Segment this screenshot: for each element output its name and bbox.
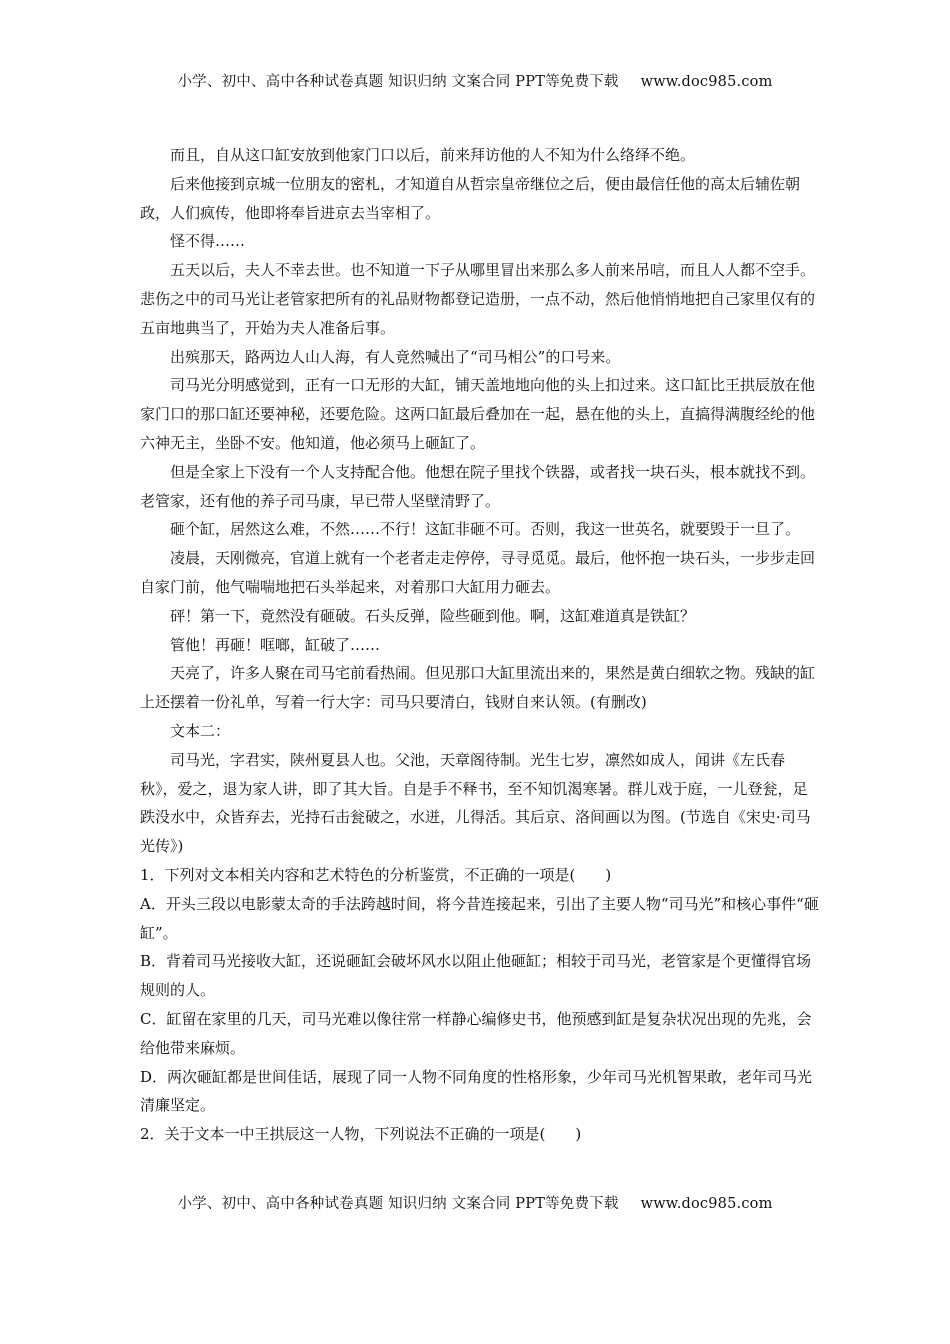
paragraph: 砸个缸，居然这么难，不然……不行！这缸非砸不可。否则，我这一世英名，就要毁于一旦了。 bbox=[170, 520, 801, 539]
section-label: 文本二： bbox=[170, 721, 231, 740]
paragraph: 管他！再砸！哐啷，缸破了…… bbox=[170, 635, 381, 654]
paragraph: 怪不得…… bbox=[170, 232, 246, 251]
header-text: 小学、初中、高中各种试卷真题 知识归纳 文案合同 PPT等免费下载 bbox=[177, 74, 619, 90]
paragraph: 后来他接到京城一位朋友的密札，才知道自从哲宗皇帝继位之后，便由最信任他的高太后辅佐朝政，人们疯传，他即将奉旨进京去当宰相了。 bbox=[140, 174, 801, 222]
paragraph: 但是全家上下没有一个人支持配合他。他想在院子里找个铁器，或者找一块石头，根本就找不到。老管家，还有他的养子司马康，早已带人坚壁清野了。 bbox=[140, 462, 816, 510]
paragraph: 五天以后，夫人不幸去世。也不知道一下子从哪里冒出来那么多人前来吊唁，而且人人都不空手。悲伤之中的司马光让老管家把所有的礼品财物都登记造册，一点不动，然后他悄悄地把自己家里仅有的五亩地典当了，开始为夫人准备后事。 bbox=[140, 261, 816, 337]
paragraph: 凌晨，天刚微亮，官道上就有一个老者走走停停，寻寻觅觅。最后，他怀抱一块石头，一步步走回自家门前，他气喘喘地把石头举起来，对着那口大缸用力砸去。 bbox=[140, 549, 816, 596]
footer-url[interactable]: www.doc985.com bbox=[640, 1196, 773, 1212]
footer-text: 小学、初中、高中各种试卷真题 知识归纳 文案合同 PPT等免费下载 bbox=[177, 1196, 619, 1212]
question-1-option-d: D．两次砸缸都是世间佳话，展现了同一人物不同角度的性格形象，少年司马光机智果敢，老年司马光清廉坚定。 bbox=[140, 1067, 813, 1115]
page-header bbox=[0, 70, 950, 91]
question-1-option-a: A．开头三段以电影蒙太奇的手法跨越时间，将今昔连接起来，引出了主要人物“司马光”和核心事件“砸缸”。 bbox=[140, 894, 819, 942]
paragraph: 而且，自从这口缸安放到他家门口以后，前来拜访他的人不知为什么络绎不绝。 bbox=[170, 146, 696, 164]
header-url[interactable]: www.doc985.com bbox=[640, 74, 773, 90]
paragraph: 出殡那天，路两边人山人海，有人竟然喊出了“司马相公”的口号来。 bbox=[170, 347, 621, 366]
page-footer bbox=[0, 1192, 950, 1213]
question-1-option-b: B．背着司马光接收大缸，还说砸缸会破坏风水以阻止他砸缸；相较于司马光，老管家是个更懂得官场规则的人。 bbox=[140, 952, 812, 1000]
question-1-stem: 1．下列对文本相关内容和艺术特色的分析鉴赏，不正确的一项是( ) bbox=[140, 865, 612, 884]
question-1-option-c: C．缸留在家里的几天，司马光难以像往常一样静心编修史书，他预感到缸是复杂状况出现的先兆，会给他带来麻烦。 bbox=[140, 1009, 812, 1057]
document-body bbox=[140, 141, 822, 1149]
paragraph: 司马光，字君实，陕州夏县人也。父池，天章阁待制。光生七岁，凛然如成人，闻讲《左氏春秋》，爱之，退为家人讲，即了其大旨。自是手不释书，至不知饥渴寒暑。群儿戏于庭，一儿登瓮，足跌没水中，众皆弃去，光持石击瓮破之，水迸，儿得活。其后京、洛间画以为图。(节选自《宋史·司马光传》) bbox=[140, 750, 811, 856]
question-2-stem: 2．关于文本一中王拱辰这一人物，下列说法不正确的一项是( ) bbox=[140, 1125, 582, 1144]
paragraph: 天亮了，许多人聚在司马宅前看热闹。但见那口大缸里流出来的，果然是黄白细软之物。残缺的缸上还摆着一份礼单，写着一行大字：司马只要清白，钱财自来认领。(有删改) bbox=[140, 664, 816, 712]
paragraph: 司马光分明感觉到，正有一口无形的大缸，铺天盖地地向他的头上扣过来。这口缸比王拱辰放在他家门口的那口缸还要神秘，还要危险。这两口缸最后叠加在一起，悬在他的头上，直搞得满腹经纶的他六神无主，坐卧不安。他知道，他必须马上砸缸了。 bbox=[140, 376, 816, 452]
paragraph: 砰！第一下，竟然没有砸破。石头反弹，险些砸到他。啊，这缸难道真是铁缸？ bbox=[170, 606, 696, 625]
